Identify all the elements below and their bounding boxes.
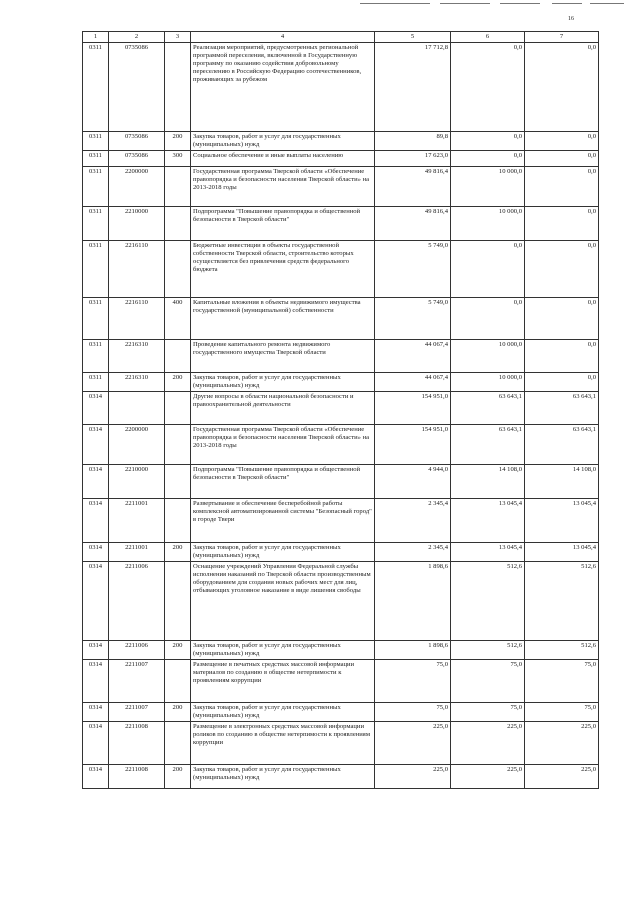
table-row	[83, 241, 599, 298]
section-code-cell: 0314	[83, 543, 109, 562]
expense-type-cell	[165, 499, 191, 543]
item-name-cell: Закупка товаров, работ и услуг для государственных (муниципальных) нужд	[191, 132, 375, 151]
header-row	[83, 32, 599, 43]
expense-type-cell	[165, 562, 191, 641]
target-article-cell: 2211001	[109, 499, 165, 543]
target-article-cell: 0735086	[109, 43, 165, 132]
table-row	[83, 132, 599, 151]
target-article-cell: 2216110	[109, 298, 165, 340]
amount-cell: 0,0	[525, 241, 599, 298]
amount-cell: 512,6	[451, 562, 525, 641]
table-row	[83, 392, 599, 425]
amount-cell: 5 749,0	[375, 298, 451, 340]
target-article-cell: 2211008	[109, 722, 165, 765]
section-code-cell: 0311	[83, 132, 109, 151]
amount-cell: 49 816,4	[375, 207, 451, 241]
amount-cell: 63 643,1	[525, 392, 599, 425]
item-name-cell: Закупка товаров, работ и услуг для государственных (муниципальных) нужд	[191, 641, 375, 660]
table-row	[83, 765, 599, 789]
section-code-cell: 0311	[83, 298, 109, 340]
amount-cell: 1 898,6	[375, 641, 451, 660]
amount-cell: 225,0	[451, 765, 525, 789]
amount-cell: 2 345,4	[375, 499, 451, 543]
table-row	[83, 543, 599, 562]
amount-cell: 13 045,4	[525, 499, 599, 543]
amount-cell: 13 045,4	[451, 543, 525, 562]
amount-cell: 0,0	[525, 167, 599, 207]
amount-cell: 75,0	[375, 703, 451, 722]
target-article-cell: 2211001	[109, 543, 165, 562]
item-name-cell: Развертывание и обеспечение бесперебойной работы комплексной автоматизированной системы "Безопасный город" в городе Твери	[191, 499, 375, 543]
amount-cell: 0,0	[525, 298, 599, 340]
item-name-cell: Закупка товаров, работ и услуг для государственных (муниципальных) нужд	[191, 765, 375, 789]
table-row	[83, 641, 599, 660]
item-name-cell: Другие вопросы в области национальной безопасности и правоохранительной деятельности	[191, 392, 375, 425]
expense-type-cell: 200	[165, 703, 191, 722]
amount-cell: 4 944,0	[375, 465, 451, 499]
table-row	[83, 207, 599, 241]
amount-cell: 0,0	[451, 151, 525, 167]
top-edge-marks	[0, 0, 640, 6]
amount-cell: 0,0	[525, 373, 599, 392]
section-code-cell: 0314	[83, 465, 109, 499]
target-article-cell: 2211007	[109, 660, 165, 703]
amount-cell: 0,0	[451, 298, 525, 340]
item-name-cell: Государственная программа Тверской области «Обеспечение правопорядка и безопасности населения Тверской области» на 2013-2018 годы	[191, 425, 375, 465]
amount-cell: 0,0	[525, 207, 599, 241]
amount-cell: 2 345,4	[375, 543, 451, 562]
section-code-cell: 0314	[83, 425, 109, 465]
expense-type-cell: 400	[165, 298, 191, 340]
table-row	[83, 340, 599, 373]
amount-cell: 0,0	[451, 241, 525, 298]
amount-cell: 75,0	[451, 703, 525, 722]
section-code-cell: 0311	[83, 340, 109, 373]
item-name-cell: Закупка товаров, работ и услуг для государственных (муниципальных) нужд	[191, 373, 375, 392]
target-article-cell: 2210000	[109, 207, 165, 241]
amount-cell: 10 000,0	[451, 167, 525, 207]
amount-cell: 0,0	[451, 43, 525, 132]
table-row	[83, 660, 599, 703]
item-name-cell: Государственная программа Тверской области «Обеспечение правопорядка и безопасности населения Тверской области» на 2013-2018 годы	[191, 167, 375, 207]
table-row	[83, 499, 599, 543]
section-code-cell: 0314	[83, 722, 109, 765]
amount-cell: 14 108,0	[451, 465, 525, 499]
target-article-cell: 2211007	[109, 703, 165, 722]
amount-cell: 10 000,0	[451, 373, 525, 392]
target-article-cell: 2200000	[109, 425, 165, 465]
amount-cell: 75,0	[525, 660, 599, 703]
target-article-cell: 0735086	[109, 151, 165, 167]
table-row	[83, 373, 599, 392]
expense-type-cell	[165, 660, 191, 703]
table-row	[83, 151, 599, 167]
amount-cell: 14 108,0	[525, 465, 599, 499]
amount-cell: 13 045,4	[525, 543, 599, 562]
page-number: 16	[568, 16, 574, 22]
item-name-cell: Социальное обеспечение и иные выплаты населению	[191, 151, 375, 167]
expense-type-cell	[165, 465, 191, 499]
expense-type-cell	[165, 207, 191, 241]
amount-cell: 75,0	[375, 660, 451, 703]
amount-cell: 75,0	[525, 703, 599, 722]
table-row	[83, 722, 599, 765]
table-row	[83, 562, 599, 641]
section-code-cell: 0314	[83, 703, 109, 722]
amount-cell: 225,0	[525, 722, 599, 765]
table-row	[83, 167, 599, 207]
item-name-cell: Бюджетные инвестиции в объекты государственной собственности Тверской области, строительство которых осуществляется без привлечения средств федерального бюджета	[191, 241, 375, 298]
amount-cell: 0,0	[525, 132, 599, 151]
amount-cell: 512,6	[525, 641, 599, 660]
amount-cell: 0,0	[525, 43, 599, 132]
header-cell: 6	[451, 32, 525, 43]
table-body	[83, 43, 599, 789]
expense-type-cell: 200	[165, 373, 191, 392]
amount-cell: 154 951,0	[375, 392, 451, 425]
amount-cell: 0,0	[525, 151, 599, 167]
target-article-cell: 2211006	[109, 562, 165, 641]
target-article-cell: 2216310	[109, 373, 165, 392]
item-name-cell: Закупка товаров, работ и услуг для государственных (муниципальных) нужд	[191, 703, 375, 722]
amount-cell: 44 067,4	[375, 340, 451, 373]
budget-table	[82, 31, 599, 789]
section-code-cell: 0314	[83, 562, 109, 641]
amount-cell: 225,0	[375, 722, 451, 765]
section-code-cell: 0311	[83, 241, 109, 298]
amount-cell: 512,6	[525, 562, 599, 641]
amount-cell: 44 067,4	[375, 373, 451, 392]
amount-cell: 13 045,4	[451, 499, 525, 543]
amount-cell: 154 951,0	[375, 425, 451, 465]
expense-type-cell	[165, 722, 191, 765]
expense-type-cell	[165, 340, 191, 373]
target-article-cell: 2216110	[109, 241, 165, 298]
section-code-cell: 0311	[83, 167, 109, 207]
item-name-cell: Капитальные вложения в объекты недвижимого имущества государственной (муниципальной) собственности	[191, 298, 375, 340]
target-article-cell: 2211006	[109, 641, 165, 660]
amount-cell: 5 749,0	[375, 241, 451, 298]
table-row	[83, 703, 599, 722]
item-name-cell: Подпрограмма "Повышение правопорядка и общественной безопасности в Тверской области"	[191, 207, 375, 241]
section-code-cell: 0314	[83, 765, 109, 789]
item-name-cell: Проведение капитального ремонта недвижимого государственного имущества Тверской области	[191, 340, 375, 373]
header-cell: 1	[83, 32, 109, 43]
item-name-cell: Размещение в печатных средствах массовой информации материалов по созданию в обществе нетерпимости к проявлениям коррупции	[191, 660, 375, 703]
section-code-cell: 0314	[83, 660, 109, 703]
header-cell: 2	[109, 32, 165, 43]
amount-cell: 49 816,4	[375, 167, 451, 207]
item-name-cell: Реализация мероприятий, предусмотренных региональной программой переселения, включенной в Государственную программу по оказанию содействия добровольному переселению в Российскую Федерацию соотечественников, проживающих за рубежом	[191, 43, 375, 132]
expense-type-cell	[165, 167, 191, 207]
table-row	[83, 43, 599, 132]
table-row	[83, 298, 599, 340]
header-cell: 3	[165, 32, 191, 43]
expense-type-cell: 200	[165, 641, 191, 660]
item-name-cell: Подпрограмма "Повышение правопорядка и общественной безопасности в Тверской области"	[191, 465, 375, 499]
section-code-cell: 0314	[83, 392, 109, 425]
amount-cell: 0,0	[525, 340, 599, 373]
expense-type-cell	[165, 43, 191, 132]
header-cell: 4	[191, 32, 375, 43]
amount-cell: 63 643,1	[451, 392, 525, 425]
target-article-cell: 2216310	[109, 340, 165, 373]
expense-type-cell: 300	[165, 151, 191, 167]
expense-type-cell	[165, 425, 191, 465]
amount-cell: 225,0	[451, 722, 525, 765]
amount-cell: 225,0	[375, 765, 451, 789]
target-article-cell: 2210000	[109, 465, 165, 499]
header-cell: 7	[525, 32, 599, 43]
amount-cell: 10 000,0	[451, 207, 525, 241]
expense-type-cell: 200	[165, 132, 191, 151]
amount-cell: 0,0	[451, 132, 525, 151]
amount-cell: 10 000,0	[451, 340, 525, 373]
target-article-cell: 0735086	[109, 132, 165, 151]
target-article-cell: 2200000	[109, 167, 165, 207]
expense-type-cell: 200	[165, 543, 191, 562]
amount-cell: 225,0	[525, 765, 599, 789]
expense-type-cell	[165, 241, 191, 298]
item-name-cell: Закупка товаров, работ и услуг для государственных (муниципальных) нужд	[191, 543, 375, 562]
amount-cell: 512,6	[451, 641, 525, 660]
amount-cell: 75,0	[451, 660, 525, 703]
table-row	[83, 465, 599, 499]
amount-cell: 89,8	[375, 132, 451, 151]
table-row	[83, 425, 599, 465]
expense-type-cell	[165, 392, 191, 425]
section-code-cell: 0311	[83, 43, 109, 132]
section-code-cell: 0314	[83, 499, 109, 543]
section-code-cell: 0311	[83, 207, 109, 241]
amount-cell: 1 898,6	[375, 562, 451, 641]
target-article-cell	[109, 392, 165, 425]
section-code-cell: 0311	[83, 373, 109, 392]
item-name-cell: Оснащение учреждений Управления Федеральной службы исполнения наказаний по Тверской области производственным оборудованием для создания новых рабочих мест для лиц, отбывающих уголовное наказание в виде лишения свободы	[191, 562, 375, 641]
section-code-cell: 0314	[83, 641, 109, 660]
amount-cell: 17 712,8	[375, 43, 451, 132]
item-name-cell: Размещение в электронных средствах массовой информации роликов по созданию в обществе нетерпимости к проявлениям коррупции	[191, 722, 375, 765]
section-code-cell: 0311	[83, 151, 109, 167]
amount-cell: 17 623,0	[375, 151, 451, 167]
expense-type-cell: 200	[165, 765, 191, 789]
header-cell: 5	[375, 32, 451, 43]
amount-cell: 63 643,1	[525, 425, 599, 465]
amount-cell: 63 643,1	[451, 425, 525, 465]
target-article-cell: 2211008	[109, 765, 165, 789]
